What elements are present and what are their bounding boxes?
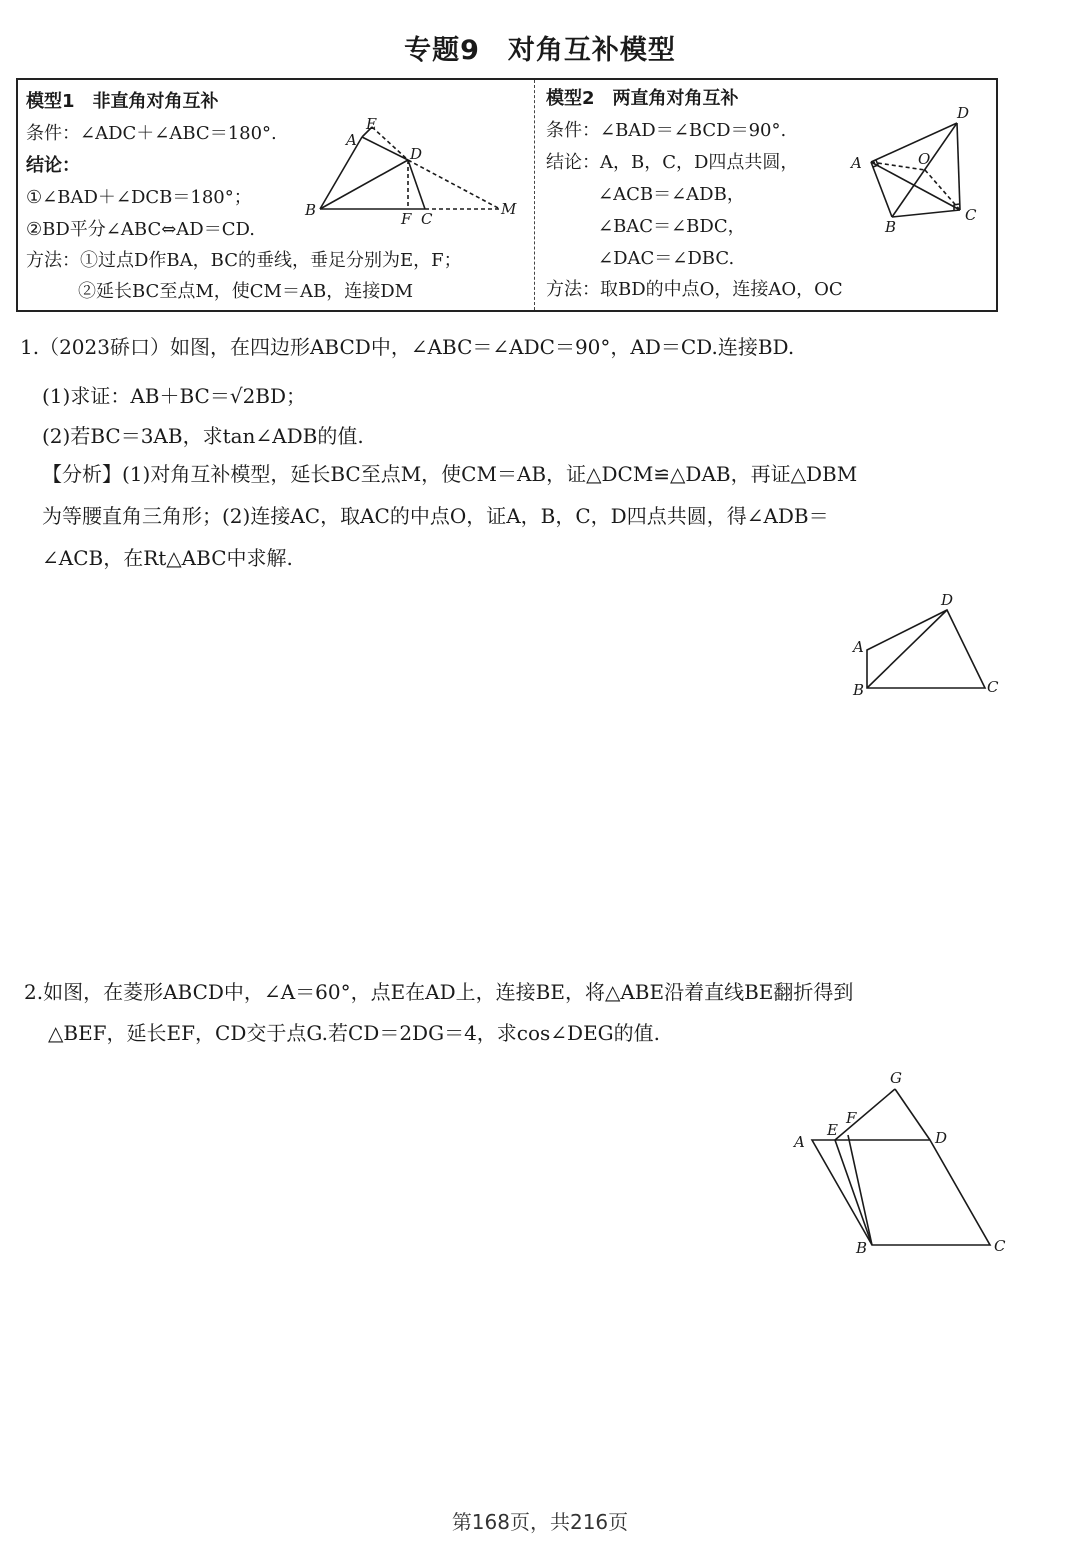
m2-label-D: D — [957, 104, 970, 122]
m1-label-A: A — [346, 131, 357, 149]
m2-segment-OC — [925, 170, 960, 210]
model1-method-2: ②延长BC至点M，使CM＝AB，连接DM — [78, 281, 414, 302]
problem1-analysis-2: 为等腰直角三角形；(2)连接AC，取AC的中点O，证A，B，C，D四点共圆，得∠ADB＝ — [42, 504, 829, 528]
m2-label-B: B — [885, 218, 897, 236]
m1-label-B: B — [305, 201, 317, 219]
m2-segment-BC — [892, 210, 960, 217]
problem1-part1: (1)求证：AB＋BC＝√2BD； — [42, 384, 307, 408]
m1-label-C: C — [421, 210, 433, 228]
p2-label-D: D — [935, 1129, 948, 1147]
problem2-stem-1: 2.如图，在菱形ABCD中，∠A＝60°，点E在AD上，连接BE，将△ABE沿着直线BE翻折得到 — [24, 980, 854, 1004]
model2-figure — [845, 100, 995, 238]
model2-conclusion-1: 结论：A，B，C，D四点共圆， — [546, 152, 799, 173]
model2-condition: 条件：∠BAD＝∠BCD＝90°. — [546, 120, 787, 141]
m1-label-D: D — [410, 145, 423, 163]
m1-segment-AD — [362, 137, 408, 160]
m1-label-M: M — [501, 200, 517, 218]
model1-conclusion-1: ①∠BAD＋∠DCB＝180°； — [26, 187, 252, 208]
model1-conclusion-label: 结论： — [26, 155, 80, 176]
problem1-part2: (2)若BC＝3AB，求tan∠ADB的值. — [42, 424, 364, 448]
m2-segment-DC — [957, 123, 960, 210]
p1-label-C: C — [987, 678, 999, 696]
p2-label-B: B — [856, 1239, 868, 1257]
model-divider — [534, 80, 535, 310]
m1-segment-ED — [372, 127, 408, 160]
p2-label-G: G — [890, 1069, 902, 1087]
m2-label-O: O — [918, 150, 931, 168]
m2-label-A: A — [851, 154, 862, 172]
m2-segment-AB — [871, 162, 892, 217]
p2-segment-EG — [835, 1089, 895, 1140]
m2-label-C: C — [965, 206, 977, 224]
model2-heading: 模型2 两直角对角互补 — [546, 88, 739, 109]
p1-label-A: A — [853, 638, 864, 656]
p2-label-C: C — [994, 1237, 1006, 1255]
m1-segment-BD — [320, 160, 408, 209]
p2-segment-BF — [848, 1135, 872, 1245]
m1-label-F: F — [401, 210, 412, 228]
model1-condition: 条件：∠ADC＋∠ABC＝180°. — [26, 123, 277, 144]
model1-conclusion-2: ②BD平分∠ABC⇔AD＝CD. — [26, 219, 256, 240]
p2-label-E: E — [827, 1121, 838, 1139]
model1-figure — [300, 115, 525, 230]
p1-quadrilateral-ABCD — [867, 610, 985, 688]
p2-label-A: A — [794, 1133, 805, 1151]
problem2-stem-2: △BEF，延长EF，CD交于点G.若CD＝2DG＝4，求cos∠DEG的值. — [48, 1021, 661, 1045]
problem1-stem: 1.（2023硚口）如图，在四边形ABCD中，∠ABC＝∠ADC＝90°，AD＝CD.连接BD. — [20, 335, 795, 359]
m1-label-E: E — [366, 115, 377, 133]
p2-segment-BE — [835, 1140, 872, 1245]
problem1-figure — [845, 588, 1015, 703]
page-title: 专题9 对角互补模型 — [404, 35, 676, 66]
p2-label-F: F — [846, 1109, 857, 1127]
model1-heading: 模型1 非直角对角互补 — [26, 91, 219, 112]
page-number-indicator: 第168页，共216页 — [451, 1510, 629, 1534]
p2-rhombus-ABCD — [812, 1140, 990, 1245]
problem1-analysis-1: 【分析】(1)对角互补模型，延长BC至点M，使CM＝AB，证△DCM≌△DAB，再证△DBM — [42, 462, 858, 486]
model2-conclusion-3: ∠BAC＝∠BDC， — [598, 216, 746, 237]
model2-conclusion-2: ∠ACB＝∠ADB， — [598, 184, 745, 205]
p1-segment-BD — [867, 610, 947, 688]
problem1-analysis-3: ∠ACB，在Rt△ABC中求解. — [42, 546, 293, 570]
model2-method: 方法：取BD的中点O，连接AO，OC — [546, 279, 843, 300]
model1-method-1: 方法：①过点D作BA，BC的垂线，垂足分别为E，F； — [26, 250, 462, 271]
model2-conclusion-4: ∠DAC＝∠DBC. — [598, 248, 735, 269]
p2-segment-GD — [895, 1089, 930, 1140]
p1-label-B: B — [853, 681, 865, 699]
p1-label-D: D — [941, 591, 954, 609]
problem2-figure — [790, 1065, 1020, 1265]
